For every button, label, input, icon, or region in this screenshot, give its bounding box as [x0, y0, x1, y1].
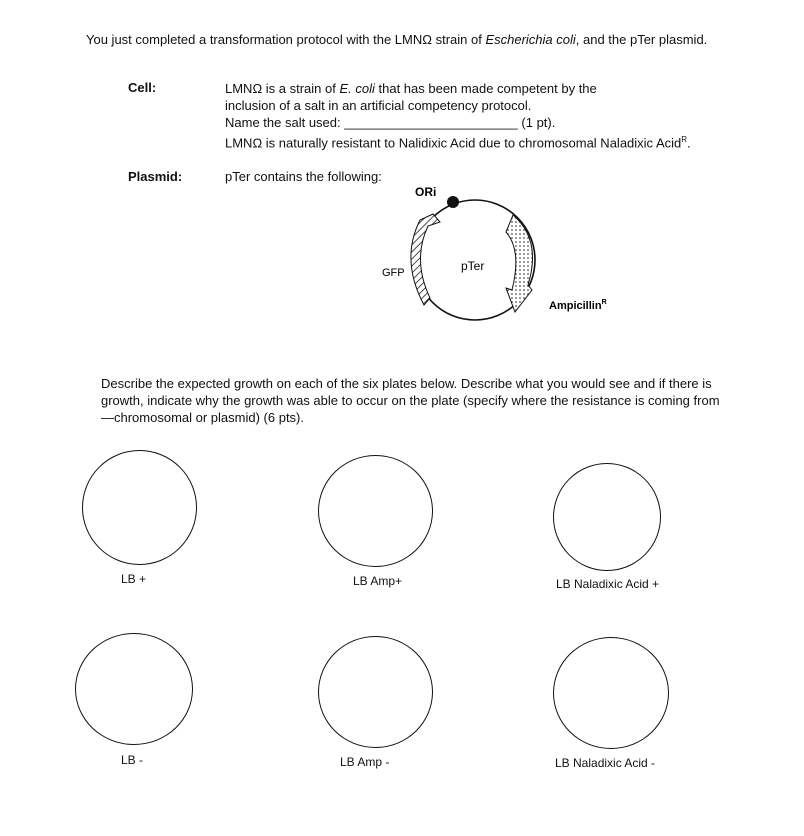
cell-line-1	[225, 80, 691, 97]
cell-line1-a: LMNΩ is a strain of	[225, 81, 340, 96]
gfp-label: GFP	[382, 267, 405, 279]
plasmid-map	[370, 180, 630, 330]
cell-label: Cell:	[128, 80, 157, 95]
cell-line-2: inclusion of a salt in an artificial competency protocol.	[225, 98, 532, 113]
ampicillin-label	[549, 299, 607, 312]
plate-label: LB Naladixic Acid +	[556, 577, 660, 591]
plasmid-label: Plasmid:	[128, 169, 183, 184]
ampicillin-label-text: Ampicillin	[549, 300, 602, 312]
plate-lb-plus[interactable]	[82, 450, 197, 565]
gfp-gene-arrow	[411, 214, 440, 305]
cell-line1-species: E. coli	[339, 81, 375, 96]
intro-paragraph	[86, 31, 726, 48]
ampicillin-label-sup: R	[601, 299, 607, 306]
intro-text-a: You just completed a transformation protocol with the LMNΩ strain of	[86, 32, 486, 47]
cell-line-3	[225, 114, 691, 131]
cell-line1-b: that has been made competent by the	[374, 81, 597, 96]
ampicillin-gene-arrow	[506, 215, 533, 312]
ori-marker	[447, 196, 459, 208]
cell-description	[225, 80, 691, 151]
plasmid-intro: pTer contains the following:	[225, 169, 382, 184]
plate-lb-nal-plus[interactable]	[553, 463, 661, 571]
plate-label: LB Naladixic Acid -	[555, 756, 656, 770]
salt-prompt: Name the salt used:	[225, 115, 341, 130]
plate-lb-minus[interactable]	[75, 633, 193, 745]
ori-label: ORi	[415, 185, 437, 199]
cell-line4-sup: R	[681, 135, 688, 144]
salt-points: (1 pt).	[521, 115, 556, 130]
intro-species: Escherichia coli	[485, 32, 576, 47]
plate-lb-nal-minus[interactable]	[553, 637, 669, 749]
intro-text-b: , and the pTer plasmid.	[575, 32, 708, 47]
plate-label: LB -	[121, 753, 144, 767]
cell-line-4	[225, 131, 691, 151]
plate-label: LB +	[121, 572, 147, 586]
question-prompt: Describe the expected growth on each of the six plates below. Describe what you would see and if there is growth, indicate why the growth was able to occur on the plate (specify where the resistance is coming from—chromosomal or plasmid) (6 pts).	[101, 376, 720, 425]
plate-lb-amp-plus[interactable]	[318, 455, 433, 567]
plasmid-name-label: pTer	[461, 259, 485, 273]
plate-label: LB Amp+	[353, 574, 403, 588]
salt-answer-blank[interactable]: ________________________	[344, 115, 518, 130]
cell-line4-text: LMNΩ is naturally resistant to Nalidixic Acid due to chromosomal Naladixic Acid	[225, 135, 682, 151]
plate-label: LB Amp -	[340, 755, 390, 769]
plate-lb-amp-minus[interactable]	[318, 636, 433, 748]
cell-line4-end: .	[687, 135, 691, 151]
